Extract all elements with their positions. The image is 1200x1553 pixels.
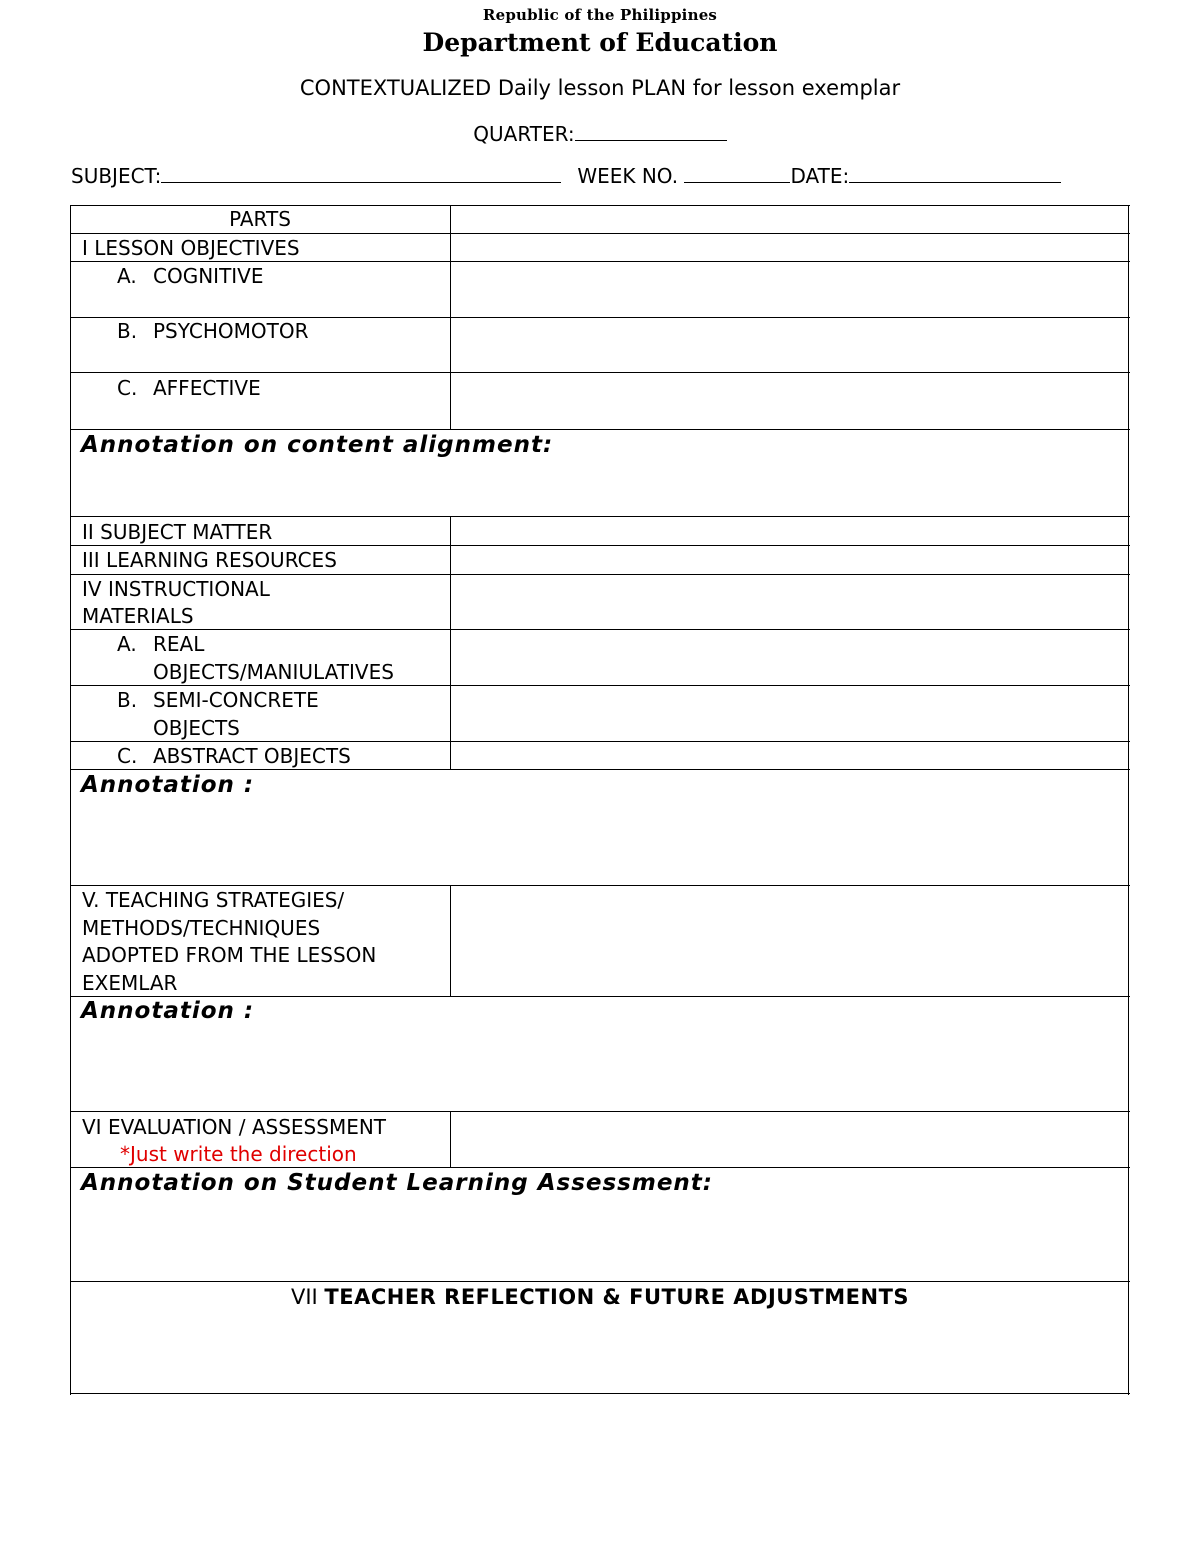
row-divider [70, 516, 1130, 517]
row-divider [70, 629, 1130, 630]
row-divider [70, 1111, 1130, 1112]
psychomotor-text: PSYCHOMOTOR [153, 319, 309, 343]
subject-line [71, 162, 1061, 188]
reflection-text: TEACHER REFLECTION & FUTURE ADJUSTMENTS [324, 1285, 910, 1309]
column-divider [450, 516, 451, 769]
semi-text-1: SEMI-CONCRETE [153, 688, 319, 712]
psychomotor-num: B. [117, 319, 138, 343]
row-divider [70, 996, 1130, 997]
date-blank[interactable] [849, 162, 1061, 183]
row-divider [70, 429, 1130, 430]
cognitive-num: A. [117, 264, 137, 288]
annotation-strategies: Annotation : [81, 998, 255, 1024]
strategies-line1: V. TEACHING STRATEGIES/ [82, 888, 345, 912]
teacher-reflection-heading [70, 1285, 1130, 1309]
column-divider [450, 205, 451, 429]
date-label: DATE: [790, 164, 850, 188]
column-divider [450, 1111, 451, 1167]
real-text-1: REAL [153, 632, 205, 656]
table-border-right [1128, 205, 1129, 1395]
psychomotor-label [117, 317, 308, 345]
department-heading: Department of Education [422, 28, 778, 57]
affective-num: C. [117, 376, 138, 400]
strategies-line3: ADOPTED FROM THE LESSON [82, 943, 377, 967]
cognitive-label [117, 262, 264, 290]
affective-text: AFFECTIVE [153, 376, 261, 400]
abstract-num: C. [117, 744, 138, 768]
semi-text-2: OBJECTS [153, 716, 240, 740]
quarter-line [0, 120, 1200, 146]
subject-label: SUBJECT: [71, 164, 162, 188]
subject-blank[interactable] [161, 162, 561, 183]
real-objects-label [117, 630, 204, 658]
evaluation-note: *Just write the direction [120, 1142, 357, 1166]
reflection-num: VII [290, 1285, 318, 1309]
cognitive-text: COGNITIVE [153, 264, 264, 288]
subject-matter: II SUBJECT MATTER [82, 520, 273, 544]
real-text-2: OBJECTS/MANIULATIVES [153, 660, 394, 684]
table-border-bottom [70, 1393, 1130, 1394]
instructional-materials-line2: MATERIALS [82, 604, 194, 628]
parts-header: PARTS [229, 207, 291, 231]
quarter-blank[interactable] [575, 120, 727, 141]
row-divider [70, 372, 1130, 373]
row-divider [70, 1281, 1130, 1282]
strategies-line2: METHODS/TECHNIQUES [82, 916, 321, 940]
document-title: CONTEXTUALIZED Daily lesson PLAN for lesson exemplar [299, 76, 901, 100]
week-blank[interactable] [684, 162, 790, 183]
learning-resources: III LEARNING RESOURCES [82, 548, 337, 572]
quarter-label: QUARTER: [473, 122, 575, 146]
semi-concrete-label [117, 686, 319, 714]
affective-label [117, 374, 261, 402]
annotation-assessment: Annotation on Student Learning Assessment: [81, 1170, 713, 1196]
abstract-text: ABSTRACT OBJECTS [153, 744, 351, 768]
strategies-line4: EXEMLAR [82, 971, 178, 995]
semi-num: B. [117, 688, 138, 712]
lesson-plan-table [70, 205, 1130, 1395]
table-border-left [70, 205, 71, 1395]
republic-heading: Republic of the Philippines [482, 6, 718, 24]
annotation-materials: Annotation : [81, 772, 255, 798]
column-divider [450, 885, 451, 996]
week-label: WEEK NO. [577, 164, 679, 188]
lesson-objectives: I LESSON OBJECTIVES [82, 236, 300, 260]
annotation-content-alignment: Annotation on content alignment: [81, 432, 554, 458]
instructional-materials-line1: IV INSTRUCTIONAL [82, 577, 270, 601]
real-num: A. [117, 632, 137, 656]
evaluation-assessment: VI EVALUATION / ASSESSMENT [82, 1115, 387, 1139]
abstract-objects-label [117, 742, 351, 770]
